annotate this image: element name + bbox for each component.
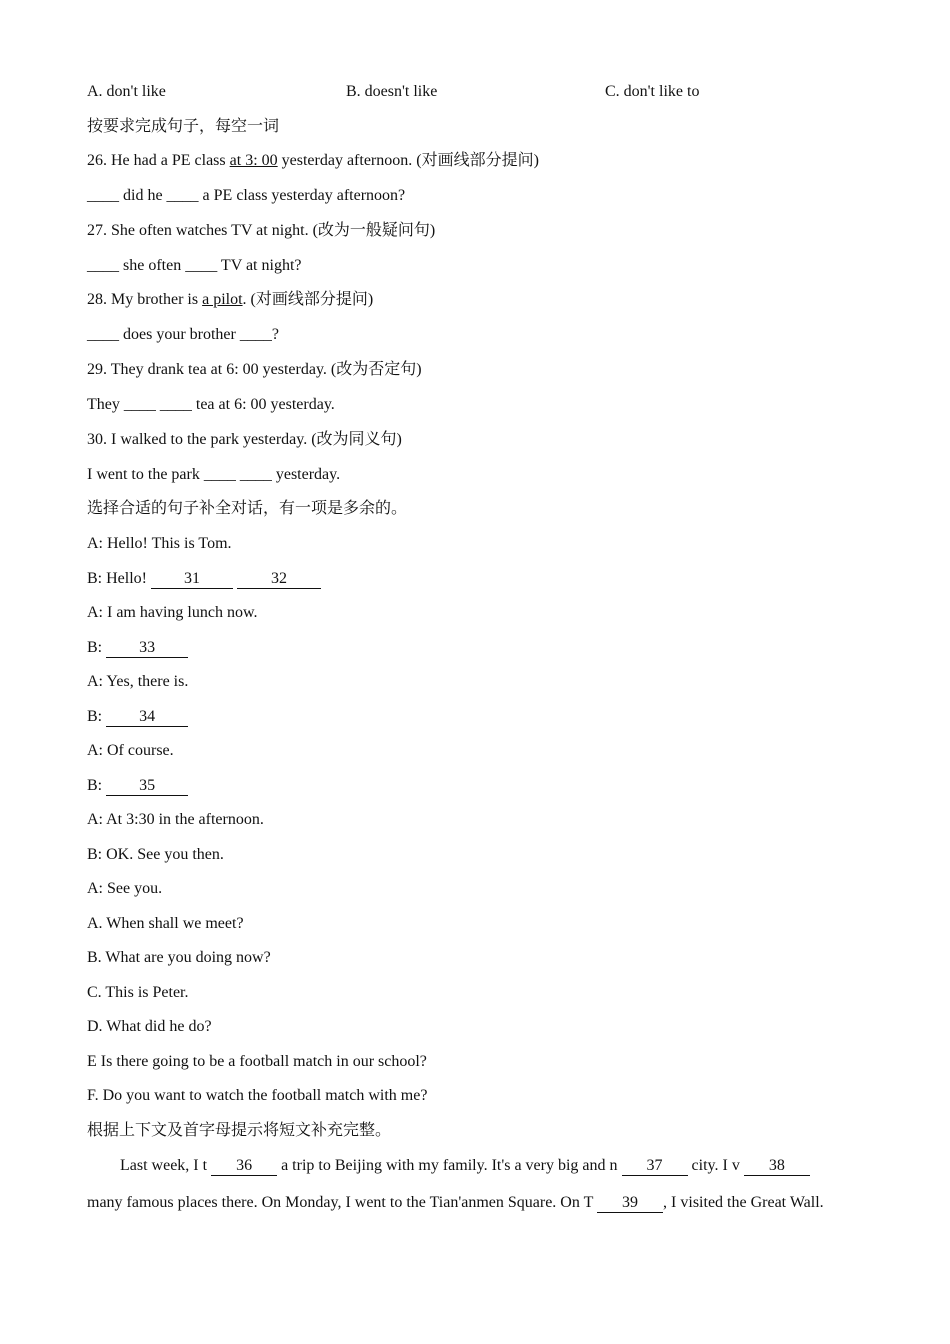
question-26-instruction: yesterday afternoon. (对画线部分提问) [277, 152, 539, 169]
passage-text-2a: many famous places there. On Monday, I went to the Tian'anmen Square. On T [87, 1194, 594, 1211]
section-title-rewrite: 按要求完成句子，每空一词 [87, 118, 280, 135]
passage-text-1c: city. I v [691, 1157, 740, 1174]
dialogue-line-2-text: B: Hello! [87, 570, 147, 587]
section-title-passage: 根据上下文及首字母提示将短文补充完整。 [87, 1122, 392, 1139]
answer-26[interactable]: ____ did he ____ a PE class yesterday afternoon? [87, 187, 406, 204]
dialogue-line-4 [87, 638, 188, 658]
question-28-underlined: a pilot [202, 291, 243, 308]
blank-39[interactable]: 39 [597, 1194, 663, 1213]
dialogue-line-1: A: Hello! This is Tom. [87, 535, 232, 552]
blank-37[interactable]: 37 [622, 1157, 688, 1176]
option-a: A. don't like [87, 83, 166, 100]
blank-31[interactable]: 31 [151, 570, 233, 589]
dialogue-line-3: A: I am having lunch now. [87, 604, 258, 621]
question-28 [87, 290, 373, 310]
question-30: 30. I walked to the park yesterday. (改为同义句) [87, 431, 402, 448]
choice-a: A. When shall we meet? [87, 915, 244, 932]
blank-38[interactable]: 38 [744, 1157, 810, 1176]
question-26-underlined: at 3: 00 [229, 152, 278, 169]
question-26-text: 26. He had a PE class [87, 152, 230, 169]
question-27: 27. She often watches TV at night. (改为一般疑问句) [87, 222, 436, 239]
dialogue-line-11: A: See you. [87, 880, 163, 897]
passage-text-2b: , I visited the Great Wall. [663, 1194, 824, 1211]
choice-d: D. What did he do? [87, 1018, 212, 1035]
answer-30[interactable]: I went to the park ____ ____ yesterday. [87, 466, 341, 483]
passage-line-1 [120, 1156, 810, 1176]
question-28-text: 28. My brother is [87, 291, 203, 308]
answer-29[interactable]: They ____ ____ tea at 6: 00 yesterday. [87, 396, 335, 413]
dialogue-line-5: A: Yes, there is. [87, 673, 189, 690]
dialogue-line-8 [87, 776, 188, 796]
dialogue-line-7: A: Of course. [87, 742, 174, 759]
choice-f: F. Do you want to watch the football match with me? [87, 1087, 428, 1104]
blank-33[interactable]: 33 [106, 639, 188, 658]
dialogue-line-2 [87, 569, 321, 589]
question-29: 29. They drank tea at 6: 00 yesterday. (改为否定句) [87, 361, 422, 378]
answer-27[interactable]: ____ she often ____ TV at night? [87, 257, 302, 274]
dialogue-line-9: A: At 3:30 in the afternoon. [87, 811, 264, 828]
question-28-instruction: . (对画线部分提问) [242, 291, 374, 308]
question-26 [87, 151, 539, 171]
dialogue-line-4-text: B: [87, 639, 103, 656]
choice-e: E Is there going to be a football match in our school? [87, 1053, 427, 1070]
blank-34[interactable]: 34 [106, 708, 188, 727]
dialogue-line-6-text: B: [87, 708, 103, 725]
option-c: C. don't like to [605, 83, 700, 100]
section-title-dialogue: 选择合适的句子补全对话，有一项是多余的。 [87, 500, 408, 517]
choice-c: C. This is Peter. [87, 984, 189, 1001]
dialogue-line-6 [87, 707, 188, 727]
passage-line-2 [87, 1193, 824, 1213]
choice-b: B. What are you doing now? [87, 949, 271, 966]
dialogue-line-8-text: B: [87, 777, 103, 794]
dialogue-line-10: B: OK. See you then. [87, 846, 224, 863]
blank-35[interactable]: 35 [106, 777, 188, 796]
passage-text-1a: Last week, I t [120, 1157, 208, 1174]
blank-32[interactable]: 32 [237, 570, 321, 589]
answer-28[interactable]: ____ does your brother ____? [87, 326, 279, 343]
option-b: B. doesn't like [346, 83, 438, 100]
blank-36[interactable]: 36 [211, 1157, 277, 1176]
passage-text-1b: a trip to Beijing with my family. It's a very big and n [281, 1157, 618, 1174]
